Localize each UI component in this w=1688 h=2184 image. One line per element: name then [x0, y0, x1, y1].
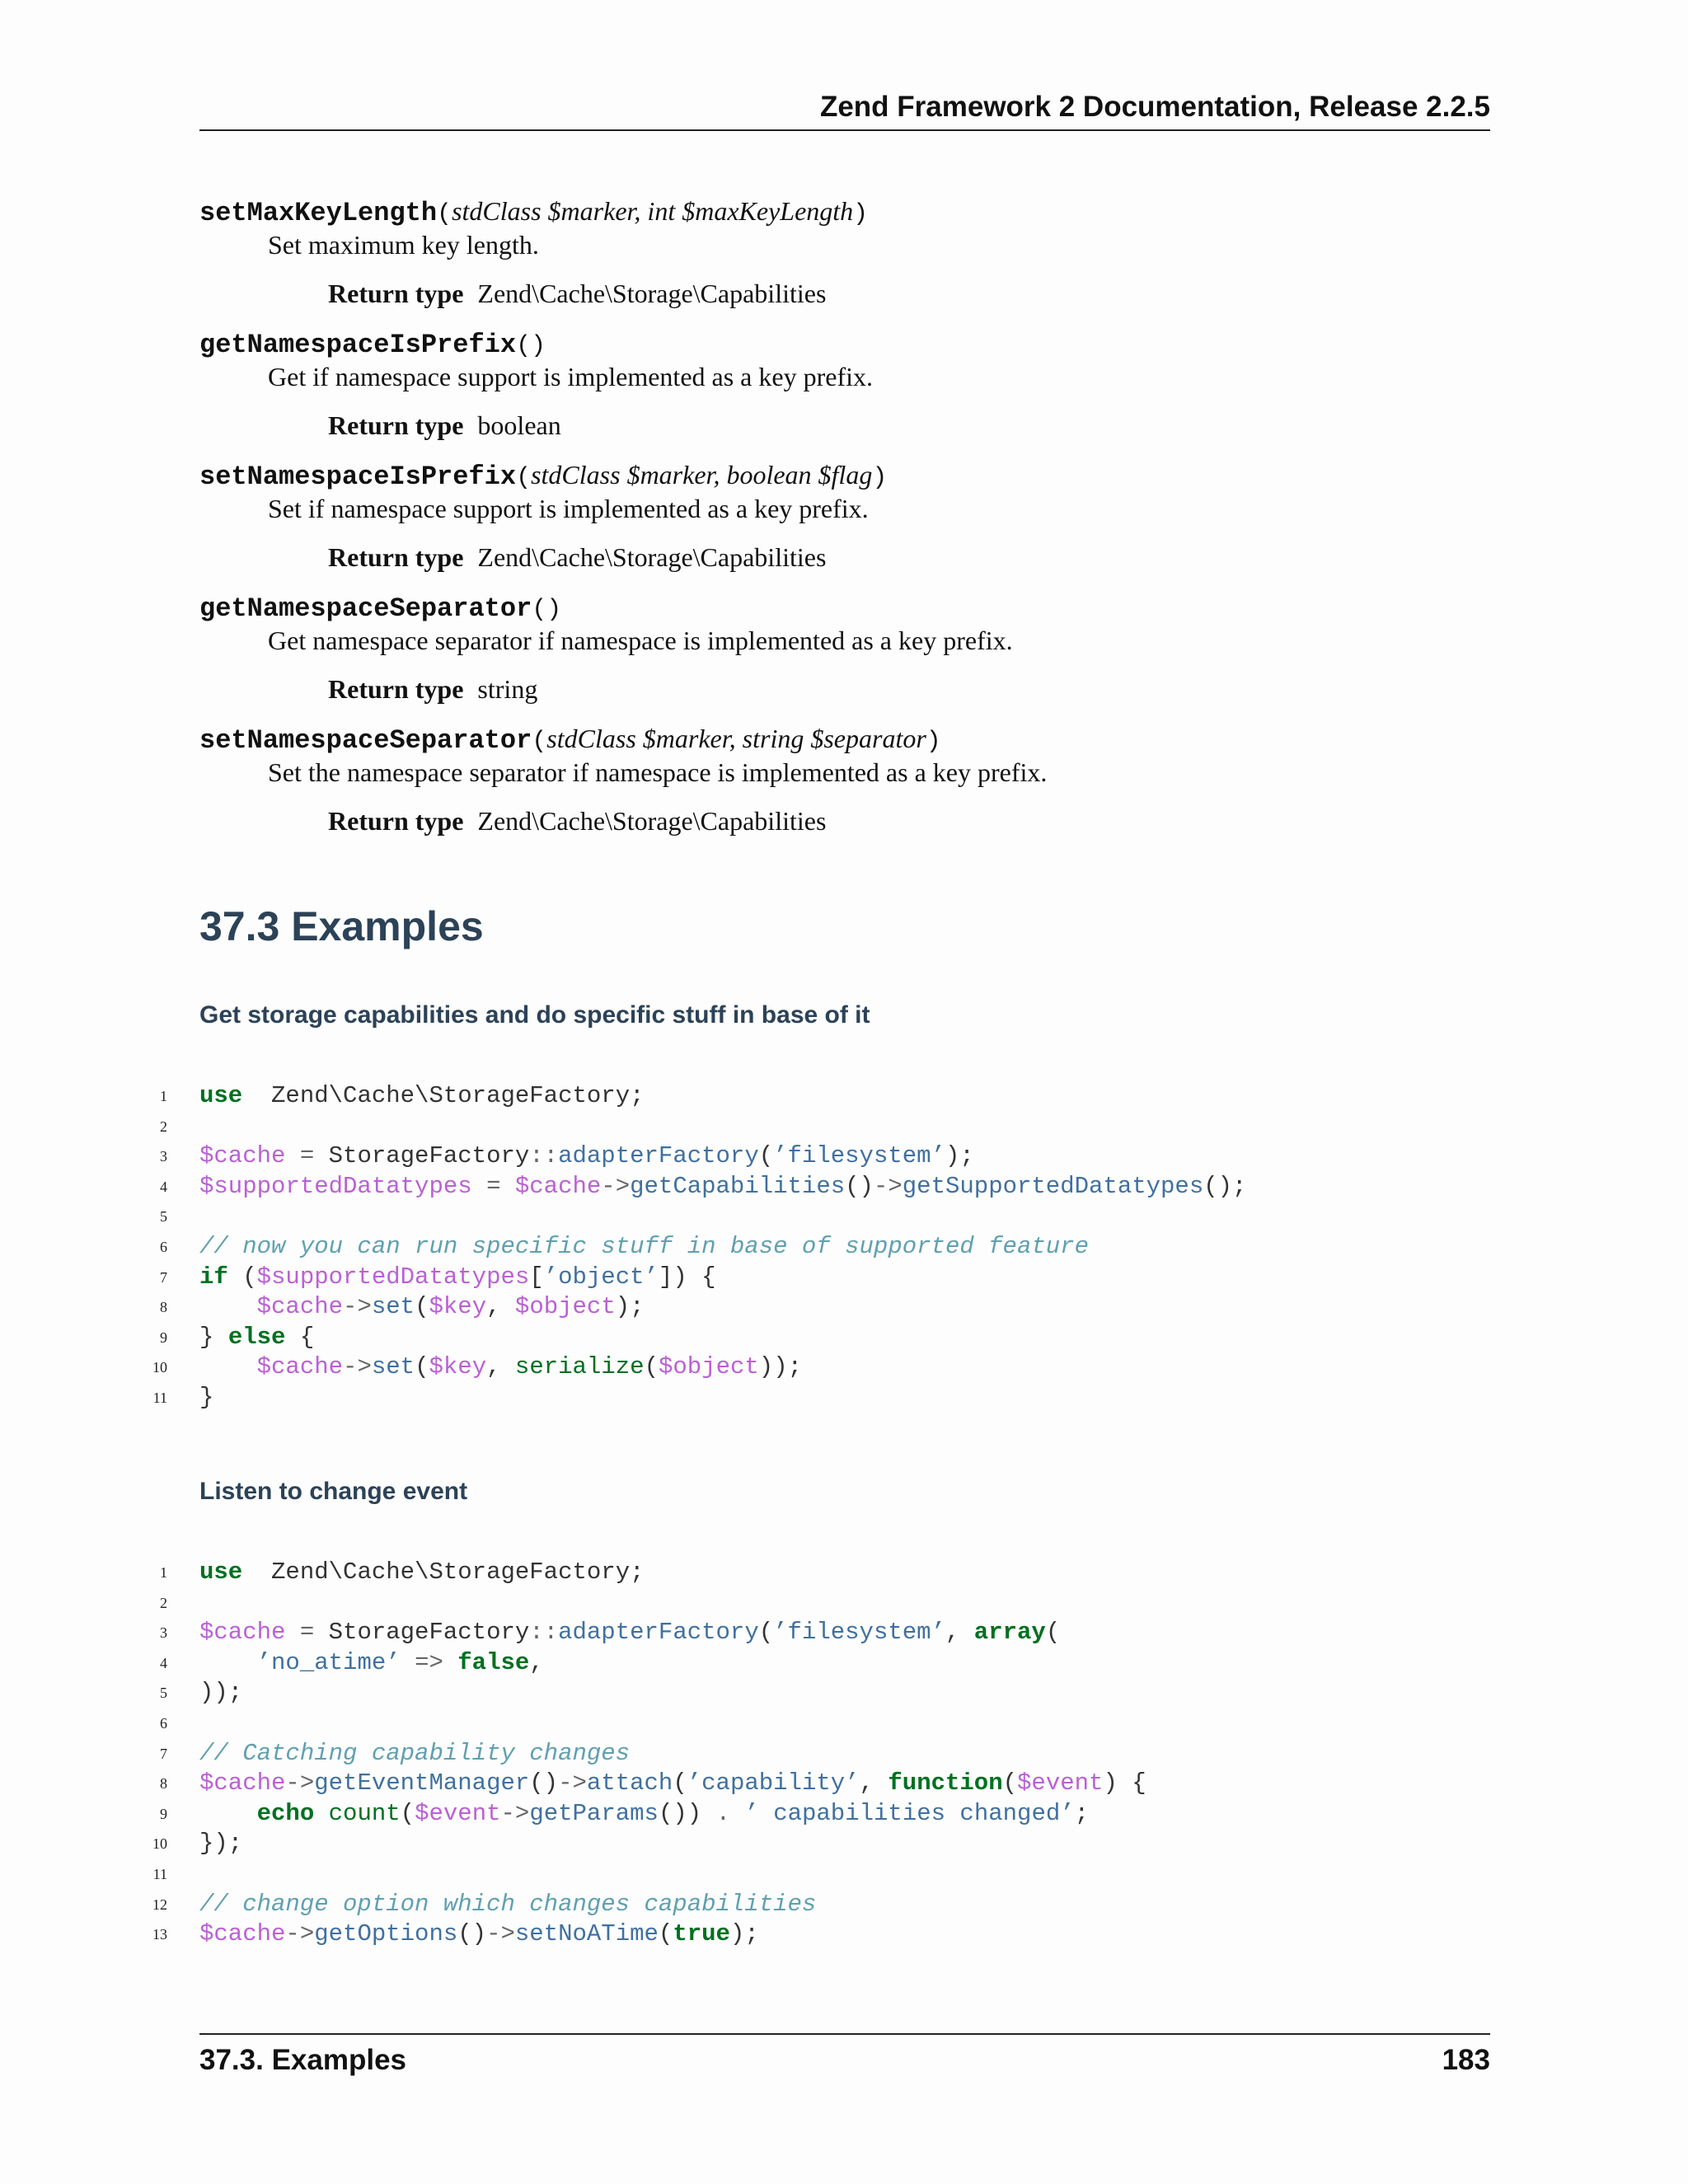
code-line	[152, 1263, 1554, 1293]
running-header-title: Zend Framework 2 Documentation, Release 2.2.5	[819, 91, 1490, 123]
method-description: Get namespace separator if namespace is implemented as a key prefix.	[268, 626, 1013, 655]
example-title: Get storage capabilities and do specific stuff in base of it	[199, 1001, 870, 1029]
code-text: ));	[199, 1679, 243, 1707]
page-number: 183	[1442, 2044, 1490, 2076]
code-text: use Zend\Cache\StorageFactory;	[199, 1082, 645, 1109]
line-number: 3	[160, 1624, 167, 1642]
method-name: setMaxKeyLength	[199, 198, 438, 228]
footer-section: 37.3. Examples	[199, 2044, 406, 2076]
method-description: Set if namespace support is implemented as a key prefix.	[268, 494, 869, 523]
code-line	[152, 1232, 1554, 1263]
method-signature: setMaxKeyLength(stdClass $marker, int $maxKeyLength)	[199, 196, 869, 228]
line-number: 6	[160, 1714, 167, 1732]
method-signature: setNamespaceIsPrefix(stdClass $marker, boolean $flag)	[199, 460, 888, 492]
code-text: });	[199, 1830, 243, 1858]
line-number: 13	[152, 1926, 167, 1943]
code-line	[152, 1769, 1554, 1799]
line-number: 9	[160, 1805, 167, 1822]
method-entry	[199, 194, 1490, 310]
line-number: 4	[160, 1178, 167, 1195]
code-text: // change option which changes capabilities	[199, 1890, 817, 1918]
code-text: $cache->getOptions()->setNoATime(true);	[199, 1920, 759, 1948]
example-title: Listen to change event	[199, 1478, 468, 1505]
method-signature: getNamespaceIsPrefix()	[199, 330, 546, 360]
code-text: $cache = StorageFactory::adapterFactory(’filesystem’);	[199, 1142, 974, 1170]
code-line	[152, 1383, 1554, 1413]
code-text: use Zend\Cache\StorageFactory;	[199, 1558, 645, 1586]
return-type: Zend\Cache\Storage\Capabilities	[477, 806, 827, 836]
line-number: 11	[152, 1389, 167, 1406]
header-rule	[199, 129, 1490, 131]
code-line	[152, 1141, 1554, 1172]
method-params: stdClass $marker, int $maxKeyLength	[452, 196, 854, 226]
line-number: 6	[160, 1238, 167, 1255]
code-line	[152, 1648, 1554, 1679]
code-line	[152, 1112, 1554, 1142]
method-description: Get if namespace support is implemented as a key prefix.	[268, 362, 873, 391]
method-entry	[199, 457, 1490, 574]
code-text: ’no_atime’ => false,	[256, 1648, 544, 1676]
section-heading: 37.3 Examples	[199, 903, 484, 949]
method-params: stdClass $marker, boolean $flag	[531, 460, 873, 490]
method-name: setNamespaceIsPrefix	[199, 462, 517, 492]
code-line	[152, 1829, 1554, 1859]
return-type: string	[477, 674, 538, 704]
line-number: 12	[152, 1896, 167, 1913]
line-number: 3	[160, 1148, 167, 1165]
return-type-row: Return type Zend\Cache\Storage\Capabilities	[328, 279, 827, 308]
code-text: $cache->set($key, $object);	[256, 1293, 645, 1321]
method-entry	[199, 589, 1490, 705]
code-line	[152, 1172, 1554, 1202]
code-line	[152, 1919, 1554, 1950]
code-text: if ($supportedDatatypes[’object’]) {	[199, 1263, 716, 1291]
code-text: $cache->set($key, serialize($object));	[256, 1353, 803, 1381]
code-text: } else {	[199, 1323, 315, 1351]
line-number: 1	[160, 1088, 167, 1104]
method-description: Set maximum key length.	[268, 230, 539, 260]
method-params: stdClass $marker, string $separator	[546, 724, 926, 753]
code-line	[152, 1558, 1554, 1588]
method-description: Set the namespace separator if namespace is implemented as a key prefix.	[268, 757, 1048, 787]
code-line	[152, 1708, 1554, 1739]
method-entry	[199, 721, 1490, 837]
line-number: 4	[160, 1654, 167, 1671]
footer-rule	[199, 2033, 1490, 2035]
line-number: 8	[160, 1299, 167, 1316]
code-line	[152, 1859, 1554, 1890]
return-type-row: Return type boolean	[328, 410, 561, 440]
return-type-row: Return type string	[328, 674, 538, 704]
line-number: 9	[160, 1329, 167, 1346]
code-text: $cache = StorageFactory::adapterFactory(’filesystem’, array(	[199, 1619, 1061, 1647]
code-line	[152, 1739, 1554, 1769]
line-number: 11	[152, 1865, 167, 1882]
method-entry	[199, 326, 1490, 442]
line-number: 8	[160, 1775, 167, 1793]
return-type: Zend\Cache\Storage\Capabilities	[477, 279, 827, 308]
method-name: setNamespaceSeparator	[199, 725, 532, 756]
code-text: echo count($event->getParams()) . ’ capabilities changed’;	[256, 1799, 1090, 1827]
line-number: 2	[160, 1118, 167, 1135]
code-line	[152, 1678, 1554, 1708]
code-block	[152, 1081, 1554, 1413]
line-number: 7	[160, 1745, 167, 1762]
method-name: getNamespaceSeparator	[199, 593, 532, 624]
code-line	[152, 1890, 1554, 1920]
code-block	[152, 1558, 1554, 1950]
code-line	[152, 1202, 1554, 1232]
line-number: 5	[160, 1685, 167, 1702]
line-number: 5	[160, 1208, 167, 1226]
method-list	[199, 194, 1490, 837]
code-text: }	[199, 1383, 214, 1411]
code-line	[152, 1323, 1554, 1353]
return-type: Zend\Cache\Storage\Capabilities	[477, 542, 827, 572]
line-number: 10	[152, 1359, 167, 1376]
line-number: 1	[160, 1564, 167, 1581]
code-text: $cache->getEventManager()->attach(’capability’, function($event) {	[199, 1769, 1146, 1797]
line-number: 10	[152, 1835, 167, 1853]
code-text: // now you can run specific stuff in base of supported feature	[199, 1232, 1089, 1260]
method-signature: getNamespaceSeparator()	[199, 593, 562, 624]
code-line	[152, 1292, 1554, 1323]
return-type: boolean	[477, 410, 561, 440]
code-line	[152, 1081, 1554, 1112]
line-number: 2	[160, 1594, 167, 1611]
method-signature: setNamespaceSeparator(stdClass $marker, string $separator)	[199, 724, 941, 756]
return-type-row: Return type Zend\Cache\Storage\Capabilities	[328, 806, 827, 836]
code-line	[152, 1588, 1554, 1619]
method-name: getNamespaceIsPrefix	[199, 330, 517, 360]
return-type-row: Return type Zend\Cache\Storage\Capabilities	[328, 542, 827, 572]
code-line	[152, 1618, 1554, 1648]
code-text: // Catching capability changes	[199, 1739, 631, 1767]
line-number: 7	[160, 1268, 167, 1286]
code-text: $supportedDatatypes = $cache->getCapabilities()->getSupportedDatatypes();	[199, 1172, 1247, 1200]
code-line	[152, 1799, 1554, 1830]
code-line	[152, 1352, 1554, 1383]
